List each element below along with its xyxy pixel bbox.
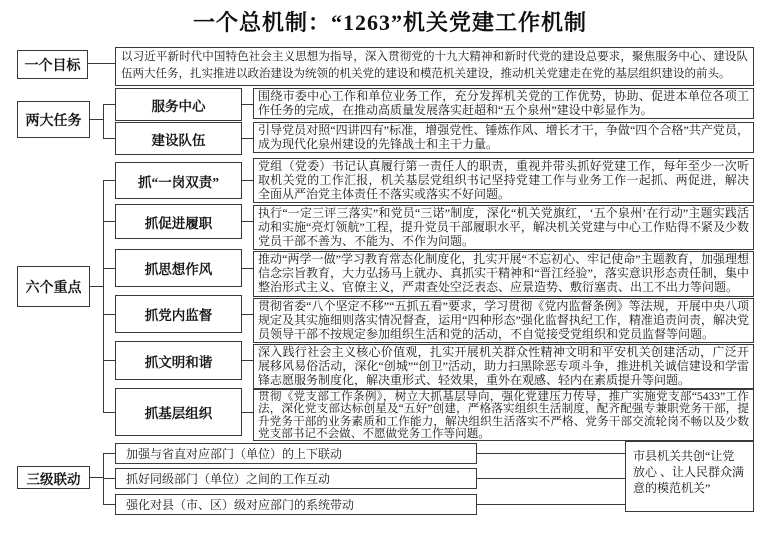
connector-line — [242, 180, 253, 181]
connector-line — [103, 268, 115, 269]
connector-line — [242, 314, 253, 315]
connector-line — [242, 104, 253, 105]
focus-item-box: 抓党内监督 — [115, 295, 242, 333]
connector-line — [90, 286, 103, 287]
focus-detail-box: 党组（党委）书记认真履行第一责任人的职责，重视并带头抓好党建工作，每年至少一次听取机关党的工作汇报，机关基层党组织书记坚持党建工作与业务工作一起抓、两促进，解决全面从严治党主体责任不落实或落实不好问题。 — [253, 158, 754, 203]
connector-line — [103, 104, 104, 139]
focuses-label-box: 六个重点 — [17, 266, 90, 307]
connector-line — [242, 412, 253, 413]
linkage-label-box: 三级联动 — [17, 466, 90, 489]
connector-line — [90, 477, 103, 478]
connector-line — [103, 453, 115, 454]
task-detail-box: 围绕市委中心工作和单位业务工作，充分发挥机关党的工作优势，协助、促进本单位各项工作任务的完成，在推动高质量发展落实赶超和“五个泉州”建设中彰显作为。 — [253, 88, 754, 119]
connector-line — [103, 221, 115, 222]
linkage-item-box: 加强与省直对应部门（单位）的上下联动 — [115, 443, 477, 464]
connector-line — [90, 119, 103, 120]
focus-item-box: 抓思想作风 — [115, 249, 242, 287]
connector-line — [103, 412, 115, 413]
focus-item-box: 抓“一岗双责” — [115, 162, 242, 199]
connector-line — [88, 63, 115, 64]
connector-line — [242, 268, 253, 269]
connector-line — [477, 478, 625, 479]
focus-detail-box: 贯彻《党支部工作条例》，树立大抓基层导向，强化党建压力传导，推广实施党支部“5433”工作法，深化党支部达标创星及“五好”创建，严格落实组织生活制度，配齐配强专兼职党务干部，提升党务干部的业务素质和工作能力，解决组织生活落实不严格、党务干部交流轮岗不畅以及少数党支部书记不会做、不愿做党务工作等问题。 — [253, 389, 754, 441]
connector-line — [103, 138, 115, 139]
focus-item-box: 抓促进履职 — [115, 204, 242, 239]
focus-item-box: 抓文明和谐 — [115, 341, 242, 380]
connector-line — [103, 104, 115, 105]
linkage-item-box: 强化对县（市、区）级对应部门的系统带动 — [115, 494, 477, 515]
focus-detail-box: 贯彻省委“八个坚定不移”“五抓五看”要求，学习贯彻《党内监督条例》等法规，开展中央八项规定及其实施细则落实情况督查，运用“四种形态”强化监督执纪工作，精准追责问责，解决党员领导干部不按规定参加组织生活和党的活动，不自觉接受党组织和党员监督等问题。 — [253, 298, 754, 343]
connector-line — [242, 138, 253, 139]
connector-line — [103, 180, 115, 181]
focus-detail-box: 深入践行社会主义核心价值观，扎实开展机关群众性精神文明和平安机关创建活动，广泛开展移风易俗活动，深化“创城”“创卫”活动，助力扫黑除恶专项斗争，推进机关诚信建设和学雷锋志愿服务制度化，解决重形式、轻效果，重外在观感、轻内在素质提升等问题。 — [253, 344, 754, 389]
connector-line — [103, 180, 104, 412]
diagram-title: 一个总机制：“1263”机关党建工作机制 — [192, 10, 587, 35]
connector-line — [103, 314, 115, 315]
connector-line — [103, 360, 115, 361]
tasks-label-box: 两大任务 — [17, 101, 90, 138]
focus-detail-box: 执行“一定三评三落实”和党员“三诺”制度，深化“机关党旗红，‘五个泉州’在行动”主题实践活动和实施“亮灯领航”工程，提升党员干部履职水平，解决机关党建与中心工作贴得不紧及少数党员干部不善为、不能为、不作为问题。 — [253, 205, 754, 250]
connector-line — [103, 478, 115, 479]
focus-item-box: 抓基层组织 — [115, 388, 242, 436]
connector-line — [103, 504, 115, 505]
connector-line — [103, 453, 104, 505]
focus-detail-box: 推动“两学一做”学习教育常态化制度化，扎实开展“不忘初心、牢记使命”主题教育，加强理想信念宗旨教育，大力弘扬马上就办、真抓实干精神和“晋江经验”，落实意识形态责任制，集中整治形式主义、官僚主义，严肃查处空泛表态、应景造势、敷衍塞责、出工不出力等问题。 — [253, 251, 754, 297]
task-item-box: 服务中心 — [115, 88, 242, 121]
goal-label-box: 一个目标 — [17, 50, 88, 79]
connector-line — [477, 504, 625, 505]
connector-line — [242, 221, 253, 222]
goal-detail-box: 以习近平新时代中国特色社会主义思想为指导，深入贯彻党的十九大精神和新时代党的建设总要求，聚焦服务中心、建设队伍两大任务，扎实推进以政治建设为统领的机关党的建设和模范机关建设，推动机关党建走在党的基层组织建设的前头。 — [115, 47, 754, 86]
linkage-item-box: 抓好同级部门（单位）之间的工作互动 — [115, 468, 477, 489]
linkage-result-box: 市县机关共创“让党放心 、让人民群众满意的模范机关” — [625, 441, 754, 512]
task-detail-box: 引导党员对照“四讲四有”标准，增强党性、锤炼作风、增长才干，争做“四个合格”共产党员，成为现代化泉州建设的先锋战士和主干力量。 — [253, 122, 754, 153]
task-item-box: 建设队伍 — [115, 122, 242, 155]
connector-line — [477, 453, 625, 454]
connector-line — [242, 360, 253, 361]
